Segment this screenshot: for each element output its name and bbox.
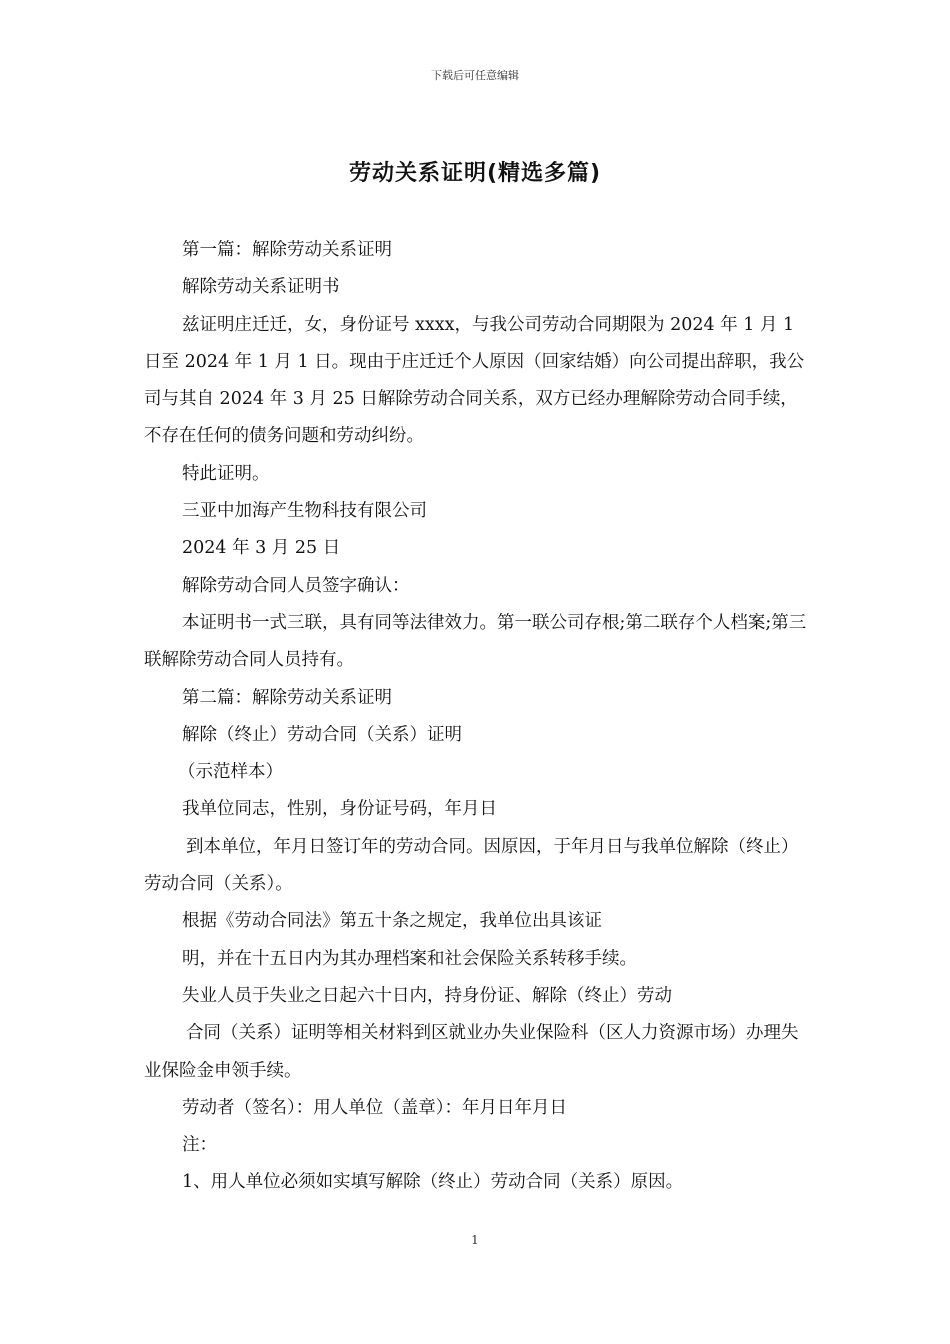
section-heading-2: 第二篇：解除劳动关系证明 <box>182 687 392 708</box>
document-title: 劳动关系证明(精选多篇) <box>348 161 602 186</box>
page-number: 1 <box>471 1233 479 1247</box>
signature-line: 劳动者（签名）：用人单位（盖章）：年月日年月日 <box>182 1097 567 1118</box>
contract-termination-paragraph: 到本单位，年月日签订年的劳动合同。因原因，于年月日与我单位解除（终止）劳动合同（关系）。 <box>144 836 799 895</box>
note-heading: 注： <box>182 1135 217 1156</box>
header-note: 下载后可任意编辑 <box>431 69 519 82</box>
unemployment-line-2: 合同（关系）证明等相关材料到区就业办失业保险科（区人力资源市场）办理失业保险金申领手续。 <box>144 1023 799 1081</box>
hereby-certify-line: 特此证明。 <box>182 463 270 484</box>
note-item-1: 1、用人单位必须如实填写解除（终止）劳动合同（关系）原因。 <box>182 1172 684 1193</box>
company-name: 三亚中加海产生物科技有限公司 <box>182 501 427 522</box>
signature-confirmation-line: 解除劳动合同人员签字确认： <box>182 575 410 596</box>
issue-date: 2024 年 3 月 25 日 <box>182 538 341 559</box>
transfer-procedure-line: 明，并在十五日内为其办理档案和社会保险关系转移手续。 <box>182 948 637 969</box>
sample-label: （示范样本） <box>178 762 283 783</box>
employee-info-line: 我单位同志，性别，身份证号码，年月日 <box>182 799 497 820</box>
unemployment-line-1: 失业人员于失业之日起六十日内，持身份证、解除（终止）劳动 <box>182 985 672 1006</box>
certificate-title-2: 解除（终止）劳动合同（关系）证明 <box>182 724 462 745</box>
certificate-title-1: 解除劳动关系证明书 <box>182 277 340 298</box>
document-body <box>144 232 810 1202</box>
certificate-body-paragraph: 兹证明庄迁迁，女，身份证号 xxxx，与我公司劳动合同期限为 2024 年 1 月 1 日至 2024 年 1 月 1 日。现由于庄迁迁个人原因（回家结婚）向公司提出辞职，我公司与其自 2024 年 3 月 25 日解除劳动合同关系，双方已经办理解除劳动合同手续，不存在任何的债务问题和劳动纠纷。 <box>144 314 805 447</box>
copies-note-paragraph: 本证明书一式三联，具有同等法律效力。第一联公司存根;第二联存个人档案;第三联解除劳动合同人员持有。 <box>144 612 807 671</box>
section-heading-1: 第一篇：解除劳动关系证明 <box>182 240 392 260</box>
legal-basis-line: 根据《劳动合同法》第五十条之规定，我单位出具该证 <box>182 911 602 932</box>
